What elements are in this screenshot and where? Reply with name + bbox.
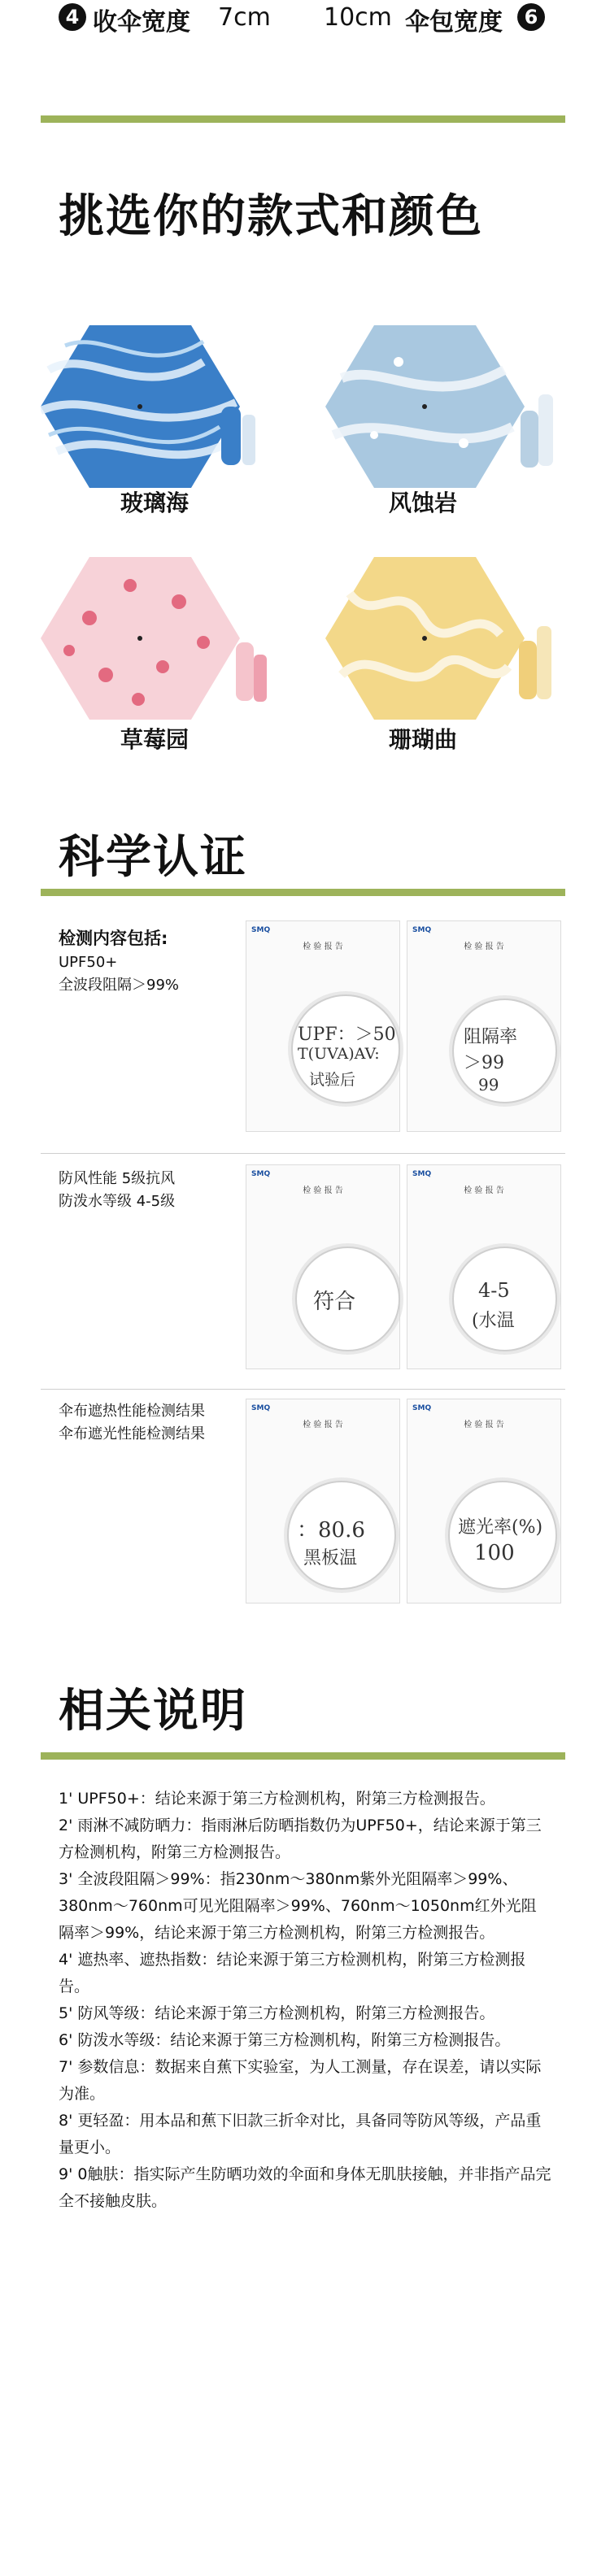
umbrella-option-coral[interactable] <box>325 545 569 764</box>
umbrella-option-strawberry[interactable] <box>41 545 285 764</box>
mag-text: 符合 <box>313 1290 356 1314</box>
cert-row-3-line-2: 伞布遮光性能检测结果 <box>59 1425 205 1442</box>
styles-section-title: 挑选你的款式和颜色 <box>59 190 483 243</box>
cert-divider-bar <box>41 889 565 896</box>
magnifier-3a <box>287 1481 396 1590</box>
mag-text: 阻隔率 <box>464 1027 518 1047</box>
magnifier-3b <box>448 1481 557 1590</box>
mag-text: ＞99 <box>464 1053 504 1073</box>
magnifier-1a <box>291 994 400 1103</box>
umbrella-coral-image <box>325 545 569 732</box>
umbrella-label-strawberry: 草莓园 <box>120 726 189 753</box>
note-item: 2' 雨淋不减防晒力：指雨淋后防晒指数仍为UPF50+，结论来源于第三方检测机构，附第三方检测报告。 <box>59 1817 542 1861</box>
spec-number-6: 6 <box>517 3 545 31</box>
report-title: 检 验 报 告 <box>464 1186 504 1195</box>
cert-row-divider <box>41 1389 565 1390</box>
mag-text: 4-5 <box>478 1279 510 1302</box>
cert-row-3-line-1: 伞布遮热性能检测结果 <box>59 1403 205 1420</box>
note-item: 5' 防风等级：结论来源于第三方检测机构，附第三方检测报告。 <box>59 2004 495 2022</box>
cert-row-1-heading: 检测内容包括: <box>59 929 168 948</box>
mag-text: UPF：＞50 <box>298 1025 396 1045</box>
cert-row-1-text <box>59 927 229 997</box>
cert-row-3-text <box>59 1400 246 1446</box>
umbrella-glass-sea-image <box>41 313 285 500</box>
mag-text: 99 <box>478 1075 499 1094</box>
mag-text: 100 <box>474 1541 515 1565</box>
cert-row-2-line-1: 防风性能 5级抗风 <box>59 1170 176 1187</box>
report-title: 检 验 报 告 <box>303 942 343 951</box>
report-logo: SMQ <box>251 1404 271 1412</box>
cert-section-title: 科学认证 <box>59 831 247 884</box>
note-item: 3' 全波段阻隔＞99%：指230nm～380nm紫外光阻隔率＞99%、380nm～760nm可见光阻隔率＞99%、760nm～1050nm红外光阻隔率＞99%，结论来源于第三方检测机构，附第三方检测报告。 <box>59 1870 537 1942</box>
notes-divider-bar <box>41 1752 565 1760</box>
note-item: 7' 参数信息：数据来自蕉下实验室，为人工测量，存在误差，请以实际为准。 <box>59 2058 542 2103</box>
umbrella-strawberry-image <box>41 545 285 732</box>
cert-report-2b <box>407 1164 561 1369</box>
notes-list <box>59 1786 551 2215</box>
cert-report-1a <box>246 920 400 1132</box>
note-item: 9' 0触肤：指实际产生防晒功效的伞面和身体无肌肤接触，并非指产品完全不接触皮肤。 <box>59 2165 551 2210</box>
mag-text: 试验后 <box>309 1071 356 1089</box>
report-logo: SMQ <box>251 1170 271 1178</box>
umbrella-label-glass-sea: 玻璃海 <box>120 490 189 516</box>
cert-report-1b <box>407 920 561 1132</box>
spec-value-fold-width: 7cm <box>218 3 271 32</box>
mag-text: T(UVA)AV: <box>298 1045 380 1063</box>
mag-text: 黑板温 <box>303 1548 358 1569</box>
report-title: 检 验 报 告 <box>464 1421 504 1429</box>
report-logo: SMQ <box>251 926 271 934</box>
section-divider-bar <box>41 115 565 123</box>
mag-text: 遮光率(%) <box>458 1517 543 1538</box>
cert-row-1-line-2: 全波段阻隔＞99% <box>59 977 180 994</box>
cert-row-2-text <box>59 1168 229 1213</box>
cert-row-1-line-1: UPF50+ <box>59 954 118 971</box>
cert-report-3a <box>246 1399 400 1603</box>
report-logo: SMQ <box>412 1170 432 1178</box>
cert-row-2-line-2: 防泼水等级 4-5级 <box>59 1193 176 1210</box>
spec-number-4: 4 <box>59 3 86 31</box>
report-logo: SMQ <box>412 1404 432 1412</box>
note-item: 6' 防泼水等级：结论来源于第三方检测机构，附第三方检测报告。 <box>59 2031 511 2049</box>
note-item: 8' 更轻盈：用本品和蕉下旧款三折伞对比，具备同等防风等级，产品重量更小。 <box>59 2112 542 2156</box>
spec-label-bag-width: 伞包宽度 <box>405 8 503 37</box>
magnifier-2a <box>295 1247 400 1351</box>
report-title: 检 验 报 告 <box>303 1186 343 1195</box>
magnifier-1b <box>452 999 557 1103</box>
spec-label-fold-width: 收伞宽度 <box>93 8 190 37</box>
report-title: 检 验 报 告 <box>303 1421 343 1429</box>
mag-text: (水温 <box>472 1311 515 1331</box>
cert-report-3b <box>407 1399 561 1603</box>
note-item: 1' UPF50+：结论来源于第三方检测机构，附第三方检测报告。 <box>59 1790 495 1808</box>
umbrella-option-wind-rock[interactable] <box>325 313 569 524</box>
umbrella-option-glass-sea[interactable] <box>41 313 285 524</box>
notes-section-title: 相关说明 <box>59 1685 247 1738</box>
spec-value-bag-width: 10cm <box>324 3 392 32</box>
umbrella-label-wind-rock: 风蚀岩 <box>388 490 457 516</box>
mag-text: ：80.6 <box>297 1518 365 1543</box>
report-title: 检 验 报 告 <box>464 942 504 951</box>
note-item: 4' 遮热率、遮热指数：结论来源于第三方检测机构，附第三方检测报告。 <box>59 1951 526 1995</box>
report-logo: SMQ <box>412 926 432 934</box>
cert-row-divider <box>41 1153 565 1154</box>
cert-report-2a <box>246 1164 400 1369</box>
magnifier-2b <box>452 1247 557 1351</box>
umbrella-label-coral: 珊瑚曲 <box>388 726 457 753</box>
spec-strip <box>0 0 610 41</box>
umbrella-wind-rock-image <box>325 313 569 500</box>
